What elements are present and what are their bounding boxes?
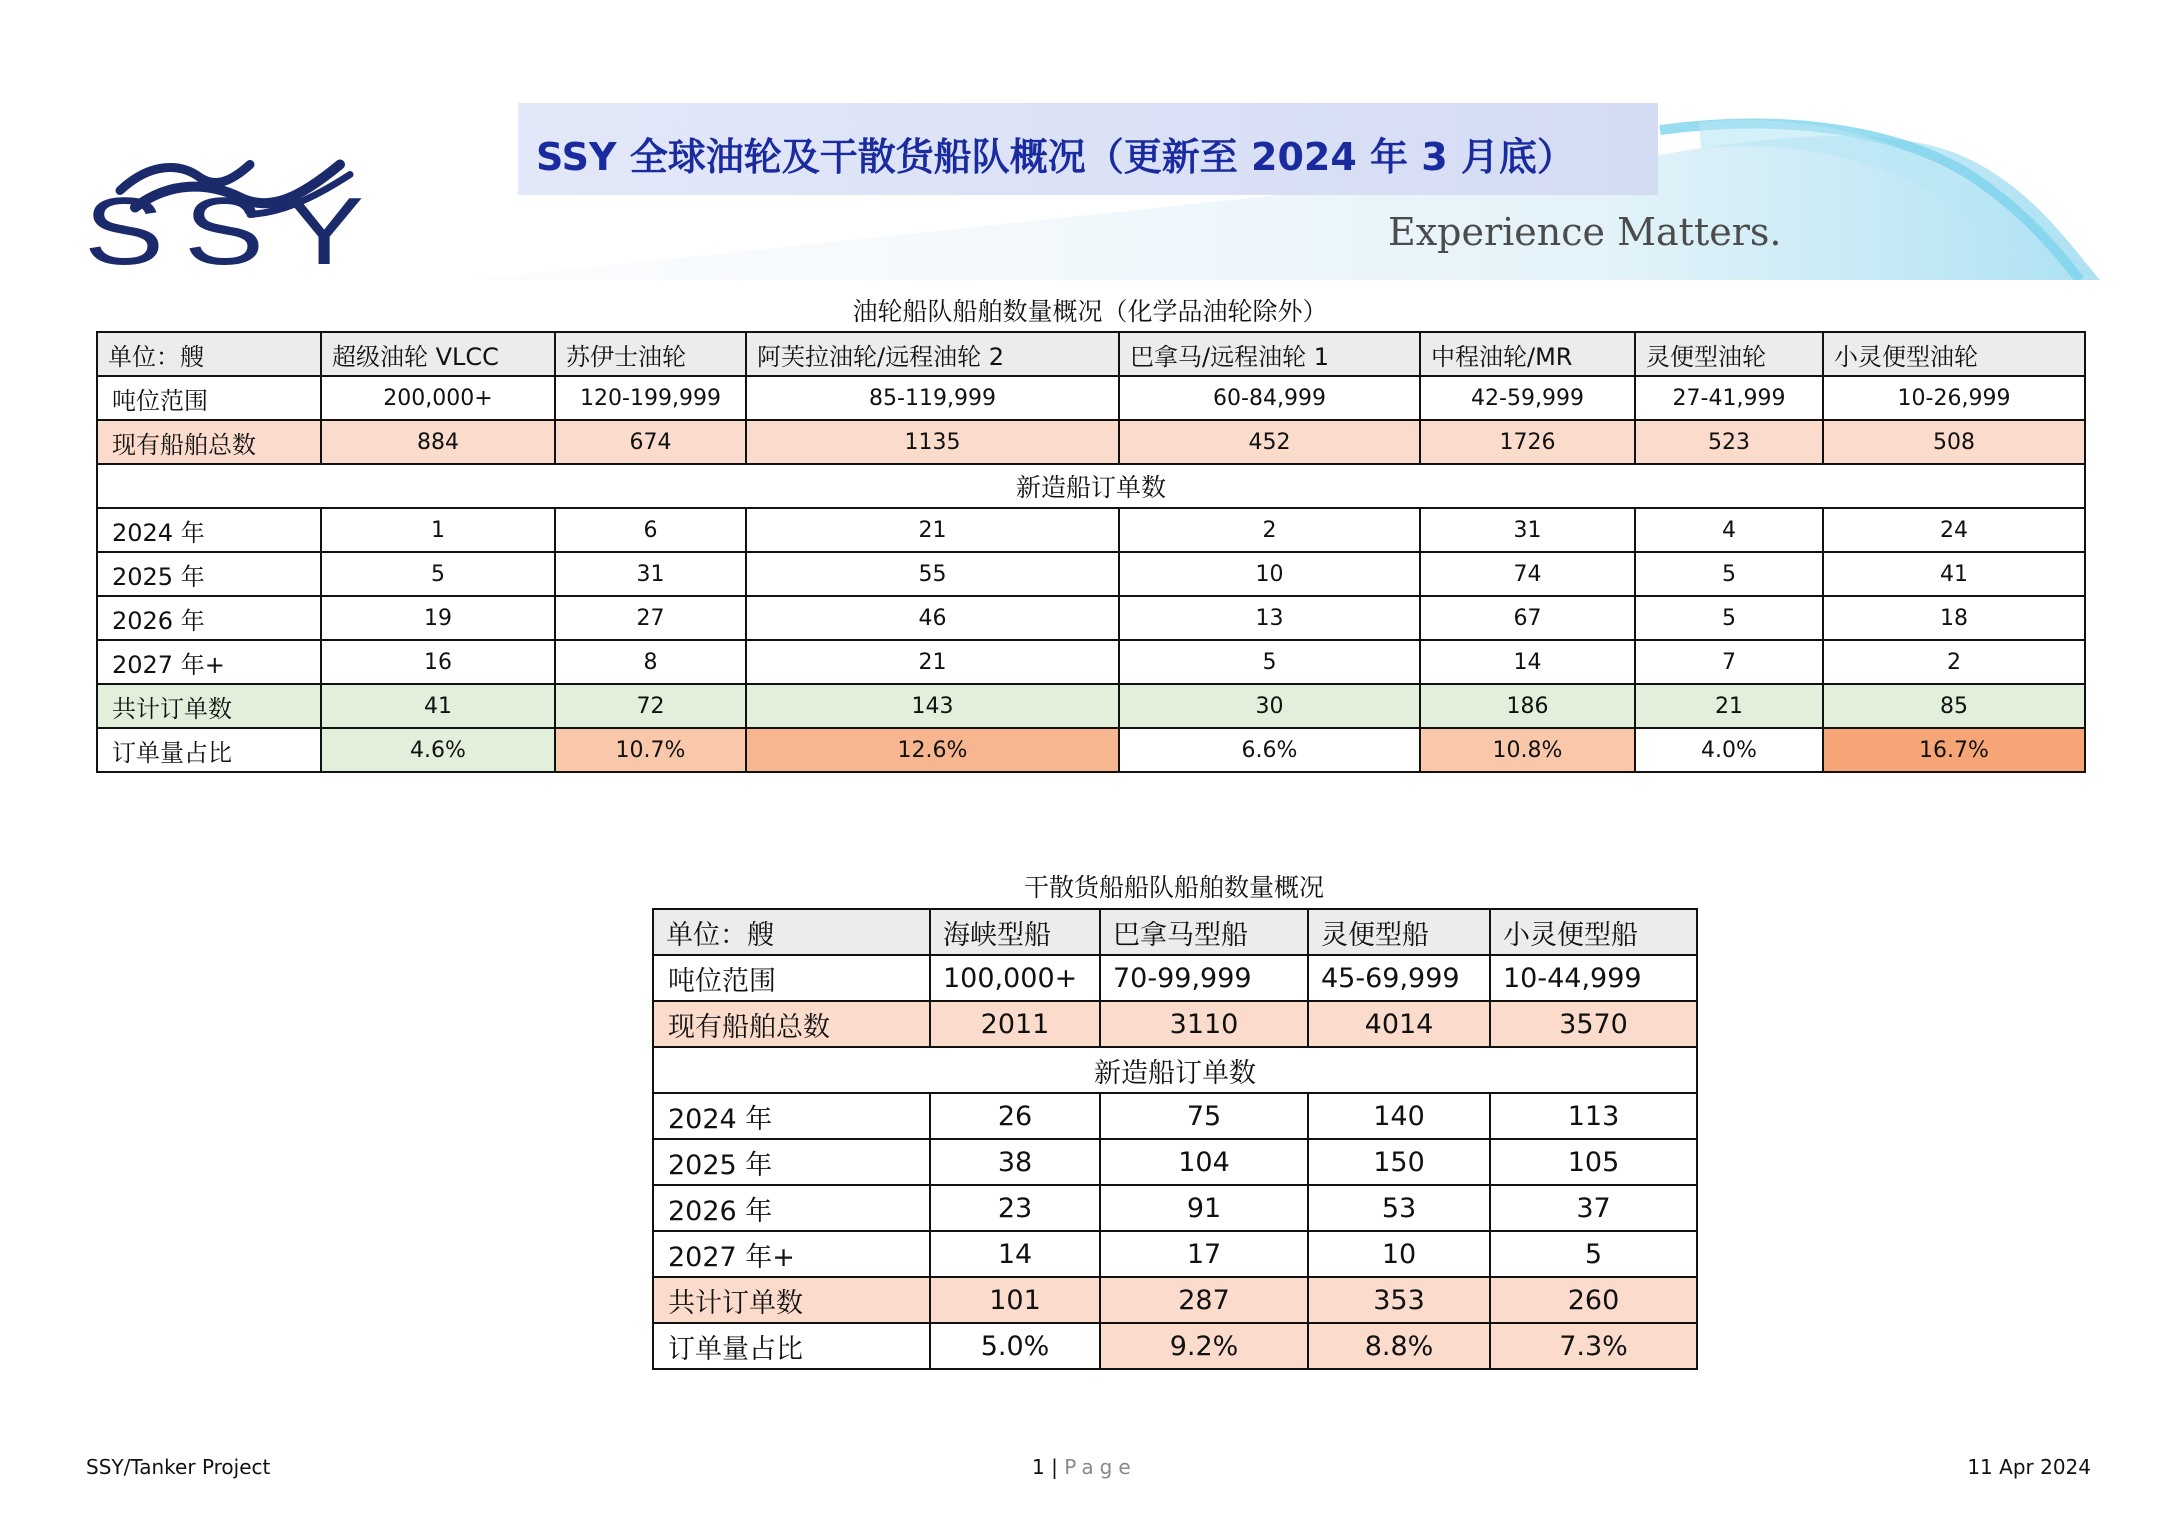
header-cell: 灵便型船 bbox=[1308, 909, 1490, 955]
year-row bbox=[653, 1139, 1697, 1185]
table-cell: 75 bbox=[1100, 1093, 1308, 1139]
table-header-row bbox=[97, 332, 2085, 376]
table-cell: 16 bbox=[321, 640, 555, 684]
table-cell: 674 bbox=[555, 420, 746, 464]
table-cell: 21 bbox=[1635, 684, 1823, 728]
orderbook-title-row bbox=[653, 1047, 1697, 1093]
table-cell: 1 bbox=[321, 508, 555, 552]
table-cell: 113 bbox=[1490, 1093, 1697, 1139]
table-cell: 3110 bbox=[1100, 1001, 1308, 1047]
table-cell: 5 bbox=[1490, 1231, 1697, 1277]
table-cell: 42-59,999 bbox=[1420, 376, 1635, 420]
table-cell: 14 bbox=[1420, 640, 1635, 684]
year-row bbox=[97, 596, 2085, 640]
table-cell: 7.3% bbox=[1490, 1323, 1697, 1369]
header-cell: 单位：艘 bbox=[653, 909, 930, 955]
orderbook-ratio-row bbox=[97, 728, 2085, 772]
year-row bbox=[97, 508, 2085, 552]
fleet-total-row bbox=[97, 420, 2085, 464]
fleet-total-row bbox=[653, 1001, 1697, 1047]
header-cell: 超级油轮 VLCC bbox=[321, 332, 555, 376]
table-cell: 13 bbox=[1119, 596, 1420, 640]
table-cell: 9.2% bbox=[1100, 1323, 1308, 1369]
table-cell: 100,000+ bbox=[930, 955, 1100, 1001]
table-cell: 353 bbox=[1308, 1277, 1490, 1323]
table-cell: 38 bbox=[930, 1139, 1100, 1185]
table-cell: 5 bbox=[1635, 552, 1823, 596]
dry-bulk-fleet-table bbox=[652, 908, 1698, 1370]
table-cell: 120-199,999 bbox=[555, 376, 746, 420]
orderbook-total-row bbox=[653, 1277, 1697, 1323]
table-cell: 884 bbox=[321, 420, 555, 464]
row-label: 2027 年+ bbox=[653, 1231, 930, 1277]
orderbook-title: 新造船订单数 bbox=[653, 1047, 1697, 1093]
table-cell: 17 bbox=[1100, 1231, 1308, 1277]
table-cell: 31 bbox=[555, 552, 746, 596]
table-cell: 4014 bbox=[1308, 1001, 1490, 1047]
orderbook-total-row bbox=[97, 684, 2085, 728]
table-cell: 10-44,999 bbox=[1490, 955, 1697, 1001]
header-cell: 海峡型船 bbox=[930, 909, 1100, 955]
table-cell: 45-69,999 bbox=[1308, 955, 1490, 1001]
bulk-table-caption: 干散货船船队船舶数量概况 bbox=[1023, 873, 1324, 902]
tonnage-row bbox=[97, 376, 2085, 420]
table-cell: 55 bbox=[746, 552, 1119, 596]
table-cell: 3570 bbox=[1490, 1001, 1697, 1047]
header-cell: 中程油轮/MR bbox=[1420, 332, 1635, 376]
year-row bbox=[653, 1231, 1697, 1277]
table-cell: 1135 bbox=[746, 420, 1119, 464]
header-cell: 巴拿马/远程油轮 1 bbox=[1119, 332, 1420, 376]
table-cell: 31 bbox=[1420, 508, 1635, 552]
table-cell: 74 bbox=[1420, 552, 1635, 596]
table-cell: 41 bbox=[321, 684, 555, 728]
row-label: 现有船舶总数 bbox=[97, 420, 321, 464]
header-cell: 小灵便型船 bbox=[1490, 909, 1697, 955]
table-cell: 72 bbox=[555, 684, 746, 728]
row-label: 2024 年 bbox=[97, 508, 321, 552]
footer-page-indicator bbox=[1032, 1455, 1137, 1479]
row-label: 2026 年 bbox=[653, 1185, 930, 1231]
tagline: Experience Matters. bbox=[1388, 210, 1782, 254]
year-row bbox=[653, 1185, 1697, 1231]
table-cell: 143 bbox=[746, 684, 1119, 728]
table-cell: 5.0% bbox=[930, 1323, 1100, 1369]
table-cell: 24 bbox=[1823, 508, 2085, 552]
page-number: 1 bbox=[1032, 1455, 1045, 1479]
year-row bbox=[653, 1093, 1697, 1139]
table-cell: 8 bbox=[555, 640, 746, 684]
table-cell: 5 bbox=[1635, 596, 1823, 640]
row-label: 吨位范围 bbox=[97, 376, 321, 420]
table-cell: 6 bbox=[555, 508, 746, 552]
table-cell: 2011 bbox=[930, 1001, 1100, 1047]
row-label: 共计订单数 bbox=[653, 1277, 930, 1323]
table-cell: 23 bbox=[930, 1185, 1100, 1231]
row-label: 2024 年 bbox=[653, 1093, 930, 1139]
table-cell: 4.6% bbox=[321, 728, 555, 772]
header-cell: 小灵便型油轮 bbox=[1823, 332, 2085, 376]
page-separator: | bbox=[1051, 1455, 1058, 1479]
table-cell: 10.8% bbox=[1420, 728, 1635, 772]
ssy-logo-text: SSY bbox=[84, 178, 385, 285]
row-label: 2025 年 bbox=[653, 1139, 930, 1185]
table-cell: 1726 bbox=[1420, 420, 1635, 464]
table-cell: 14 bbox=[930, 1231, 1100, 1277]
orderbook-title-row bbox=[97, 464, 2085, 508]
table-cell: 5 bbox=[1119, 640, 1420, 684]
table-cell: 4.0% bbox=[1635, 728, 1823, 772]
footer-project-label: SSY/Tanker Project bbox=[86, 1455, 271, 1479]
table-cell: 150 bbox=[1308, 1139, 1490, 1185]
orderbook-title: 新造船订单数 bbox=[97, 464, 2085, 508]
table-cell: 4 bbox=[1635, 508, 1823, 552]
table-cell: 16.7% bbox=[1823, 728, 2085, 772]
header-cell: 苏伊士油轮 bbox=[555, 332, 746, 376]
table-cell: 41 bbox=[1823, 552, 2085, 596]
table-cell: 37 bbox=[1490, 1185, 1697, 1231]
table-cell: 26 bbox=[930, 1093, 1100, 1139]
table-cell: 27 bbox=[555, 596, 746, 640]
header-cell: 单位：艘 bbox=[97, 332, 321, 376]
header-cell: 巴拿马型船 bbox=[1100, 909, 1308, 955]
table-cell: 46 bbox=[746, 596, 1119, 640]
table-cell: 101 bbox=[930, 1277, 1100, 1323]
table-cell: 67 bbox=[1420, 596, 1635, 640]
row-label: 订单量占比 bbox=[97, 728, 321, 772]
row-label: 2025 年 bbox=[97, 552, 321, 596]
table-cell: 260 bbox=[1490, 1277, 1697, 1323]
table-cell: 8.8% bbox=[1308, 1323, 1490, 1369]
table-cell: 287 bbox=[1100, 1277, 1308, 1323]
table-cell: 30 bbox=[1119, 684, 1420, 728]
row-label: 现有船舶总数 bbox=[653, 1001, 930, 1047]
footer-date: 11 Apr 2024 bbox=[1967, 1455, 2091, 1479]
table-cell: 104 bbox=[1100, 1139, 1308, 1185]
table-cell: 12.6% bbox=[746, 728, 1119, 772]
page-word: Page bbox=[1064, 1455, 1137, 1479]
table-cell: 105 bbox=[1490, 1139, 1697, 1185]
year-row bbox=[97, 552, 2085, 596]
row-label: 订单量占比 bbox=[653, 1323, 930, 1369]
table-cell: 10.7% bbox=[555, 728, 746, 772]
table-cell: 10-26,999 bbox=[1823, 376, 2085, 420]
table-cell: 2 bbox=[1119, 508, 1420, 552]
row-label: 2027 年+ bbox=[97, 640, 321, 684]
table-cell: 523 bbox=[1635, 420, 1823, 464]
table-cell: 70-99,999 bbox=[1100, 955, 1308, 1001]
table-cell: 452 bbox=[1119, 420, 1420, 464]
page-title: SSY 全球油轮及干散货船队概况（更新至 2024 年 3 月底） bbox=[536, 135, 1575, 179]
table-cell: 19 bbox=[321, 596, 555, 640]
table-cell: 10 bbox=[1119, 552, 1420, 596]
header-cell: 灵便型油轮 bbox=[1635, 332, 1823, 376]
row-label: 2026 年 bbox=[97, 596, 321, 640]
table-cell: 186 bbox=[1420, 684, 1635, 728]
tanker-fleet-table bbox=[96, 331, 2086, 773]
table-header-row bbox=[653, 909, 1697, 955]
table-cell: 91 bbox=[1100, 1185, 1308, 1231]
year-row bbox=[97, 640, 2085, 684]
tanker-table-caption: 油轮船队船舶数量概况（化学品油轮除外） bbox=[852, 297, 1328, 326]
table-cell: 508 bbox=[1823, 420, 2085, 464]
row-label: 吨位范围 bbox=[653, 955, 930, 1001]
table-cell: 18 bbox=[1823, 596, 2085, 640]
table-cell: 140 bbox=[1308, 1093, 1490, 1139]
table-cell: 85 bbox=[1823, 684, 2085, 728]
table-cell: 10 bbox=[1308, 1231, 1490, 1277]
table-cell: 53 bbox=[1308, 1185, 1490, 1231]
table-cell: 6.6% bbox=[1119, 728, 1420, 772]
table-cell: 85-119,999 bbox=[746, 376, 1119, 420]
table-cell: 21 bbox=[746, 508, 1119, 552]
table-cell: 60-84,999 bbox=[1119, 376, 1420, 420]
orderbook-ratio-row bbox=[653, 1323, 1697, 1369]
table-cell: 7 bbox=[1635, 640, 1823, 684]
table-cell: 21 bbox=[746, 640, 1119, 684]
table-cell: 27-41,999 bbox=[1635, 376, 1823, 420]
table-cell: 5 bbox=[321, 552, 555, 596]
table-cell: 2 bbox=[1823, 640, 2085, 684]
tonnage-row bbox=[653, 955, 1697, 1001]
header-cell: 阿芙拉油轮/远程油轮 2 bbox=[746, 332, 1119, 376]
table-cell: 200,000+ bbox=[321, 376, 555, 420]
row-label: 共计订单数 bbox=[97, 684, 321, 728]
